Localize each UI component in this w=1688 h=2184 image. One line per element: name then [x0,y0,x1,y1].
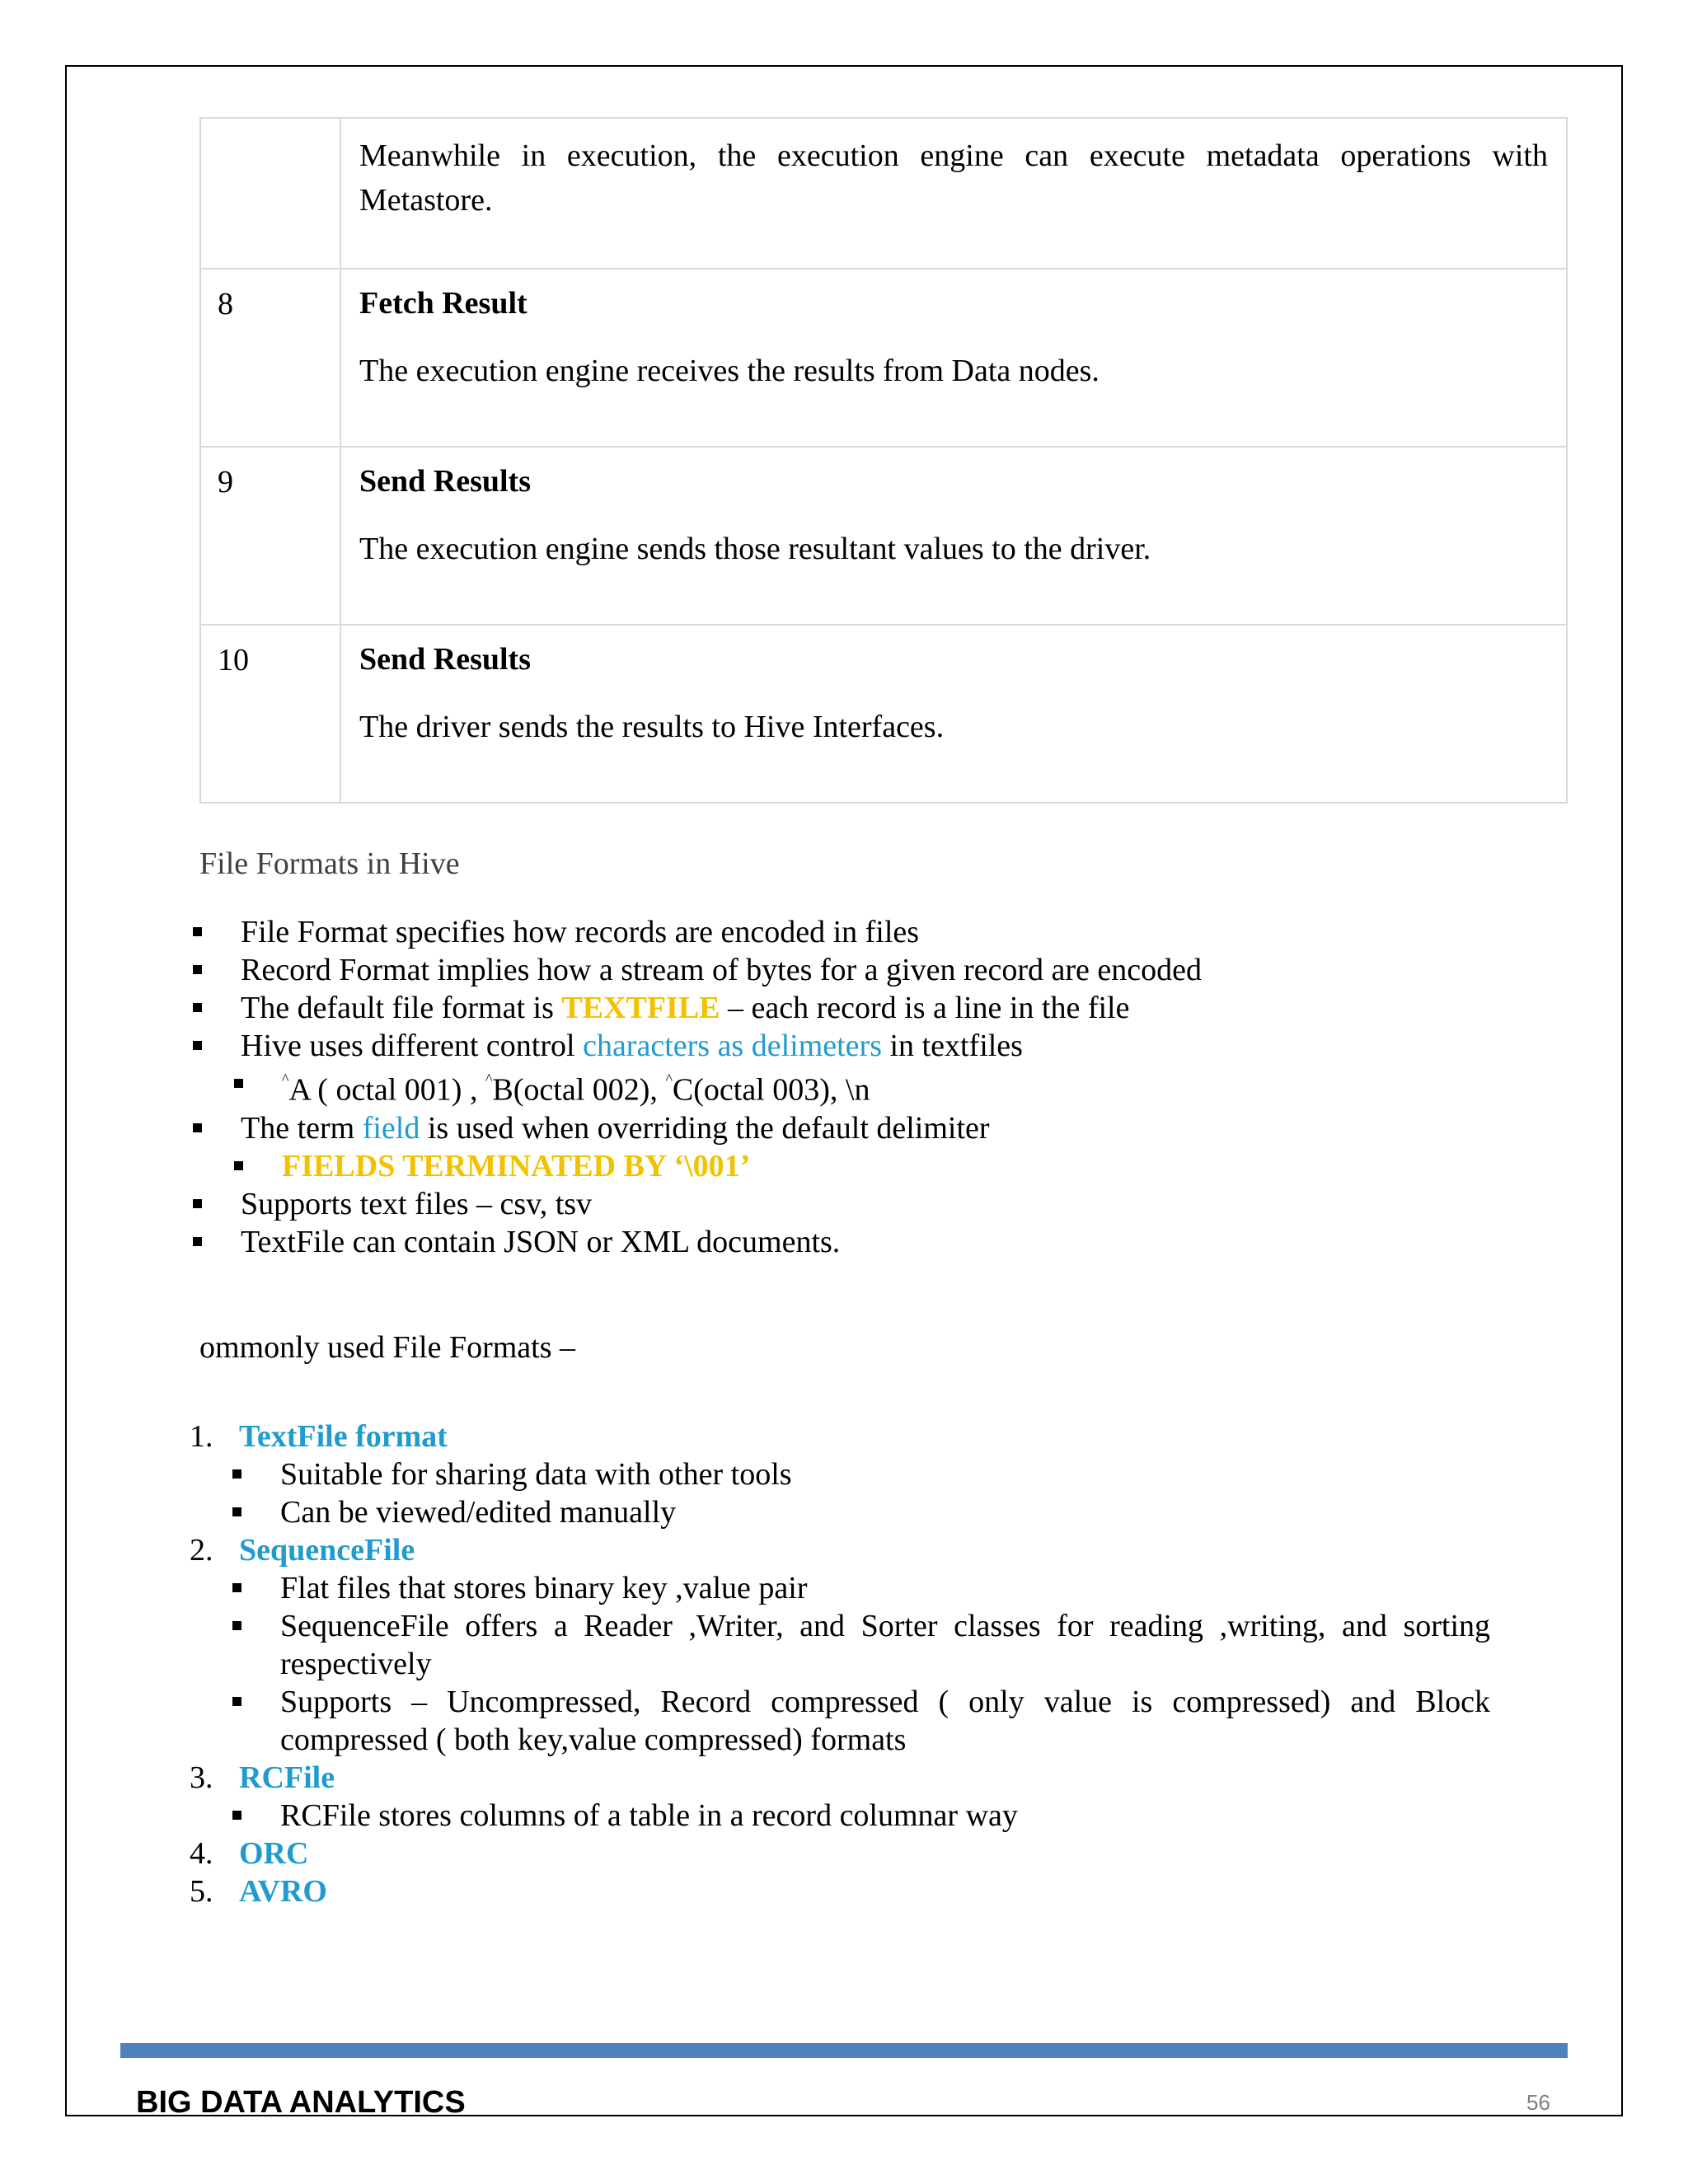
caret-symbol: ^ [665,1071,673,1087]
caret-symbol: ^ [282,1071,289,1087]
table-row [200,625,1567,803]
list-item [190,1759,1490,1835]
page-number: 56 [1526,2090,1550,2115]
square-bullet-icon [232,1507,241,1516]
square-bullet-icon [232,1621,241,1630]
step-number: 10 [200,625,340,803]
square-bullet-icon [234,1079,243,1088]
step-number: 8 [200,269,340,447]
square-bullet-icon [193,1041,202,1050]
bullet-text: File Format specifies how records are encoded in files [241,915,920,949]
square-bullet-icon [232,1697,241,1706]
step-title: Send Results [359,464,531,499]
list-item [190,1835,1490,1872]
bullet-text: The default file format is [241,991,562,1025]
step-text: The execution engine sends those resultant values to the driver. [359,532,1151,566]
format-name: RCFile [239,1760,335,1795]
bullet-text: is used when overriding the default delimiter [420,1110,990,1146]
bullet-text: A ( octal 001) , [288,1072,485,1108]
bullet-text: – each record is a line in the file [720,991,1130,1025]
caret-symbol: ^ [485,1071,493,1087]
field-highlight: field [362,1110,420,1146]
execution-steps-table [199,117,1568,804]
table-row [200,447,1567,625]
list-item [191,913,1428,951]
list-item [190,1531,1490,1759]
bullet-text: Hive uses different control [241,1029,584,1063]
table-row [200,269,1567,447]
step-body-cell [340,269,1567,447]
bullet-text: TextFile can contain JSON or XML documents. [241,1224,841,1259]
square-bullet-icon [193,927,202,936]
bullet-text: Can be viewed/edited manually [280,1495,677,1530]
square-bullet-icon [234,1161,243,1170]
square-bullet-icon [193,1123,202,1132]
bullet-text: B(octal 002), [492,1072,666,1108]
bullet-text: Suitable for sharing data with other tools [280,1457,792,1492]
table-row [200,118,1567,269]
textfile-highlight: TEXTFILE [561,991,720,1025]
bullet-text: SequenceFile offers a Reader ,Writer, and Sorter classes for reading ,writing, and sorting respectively [280,1609,1490,1681]
file-format-bullets [191,913,1428,1261]
format-name: AVRO [239,1874,327,1909]
delimiters-highlight: characters as delimeters [583,1029,882,1063]
list-number: 1. [190,1419,213,1454]
list-item [191,989,1428,1027]
step-continuation-text: Meanwhile in execution, the execution engine can execute metadata operations with Metastore. [359,138,1548,218]
bullet-text: C(octal 003), \n [672,1072,870,1108]
step-body-cell [340,118,1567,269]
step-text: The execution engine receives the results from Data nodes. [359,354,1100,388]
step-title: Fetch Result [359,286,528,321]
square-bullet-icon [193,1199,202,1208]
square-bullet-icon [193,1237,202,1246]
list-item [190,1797,1490,1835]
square-bullet-icon [232,1583,241,1592]
format-name: TextFile format [239,1419,448,1454]
bullet-text: in textfiles [882,1029,1023,1063]
list-item [191,1027,1428,1065]
list-item [190,1418,1490,1531]
step-body-cell [340,447,1567,625]
list-item [191,951,1428,989]
square-bullet-icon [193,1003,202,1012]
fields-terminated-highlight: FIELDS TERMINATED BY ‘\001’ [282,1148,751,1183]
list-item [190,1683,1490,1759]
step-body-cell [340,625,1567,803]
bullet-text: Record Format implies how a stream of bytes for a given record are encoded [241,953,1202,987]
step-number-cell [200,118,340,269]
square-bullet-icon [193,965,202,974]
list-item [190,1569,1490,1607]
bullet-text: Supports – Uncompressed, Record compressed ( only value is compressed) and Block compressed ( both key,value compressed) formats [280,1685,1490,1757]
list-number: 2. [190,1533,213,1568]
step-number: 9 [200,447,340,625]
list-item [191,1065,1428,1109]
list-item [190,1872,1490,1910]
step-title: Send Results [359,642,531,677]
list-item [190,1607,1490,1683]
list-number: 5. [190,1874,213,1909]
list-item [191,1109,1428,1147]
format-name: SequenceFile [239,1533,415,1568]
footer-bar [120,2043,1568,2058]
common-formats-list [190,1418,1490,1910]
list-number: 4. [190,1836,213,1871]
bullet-text: The term [241,1110,363,1146]
common-formats-intro: ommonly used File Formats – [199,1330,575,1365]
format-name: ORC [239,1836,309,1871]
footer-title: BIG DATA ANALYTICS [136,2085,466,2120]
list-item [191,1185,1428,1223]
bullet-text: Flat files that stores binary key ,value pair [280,1571,808,1605]
section-heading: File Formats in Hive [199,846,460,881]
step-text: The driver sends the results to Hive Interfaces. [359,710,945,744]
square-bullet-icon [232,1811,241,1820]
bullet-text: Supports text files – csv, tsv [241,1186,593,1221]
square-bullet-icon [232,1469,241,1479]
bullet-text: RCFile stores columns of a table in a record columnar way [280,1798,1018,1833]
list-item [190,1493,1490,1531]
list-item [190,1455,1490,1493]
list-item [191,1223,1428,1261]
list-item [191,1147,1428,1185]
list-number: 3. [190,1760,213,1795]
